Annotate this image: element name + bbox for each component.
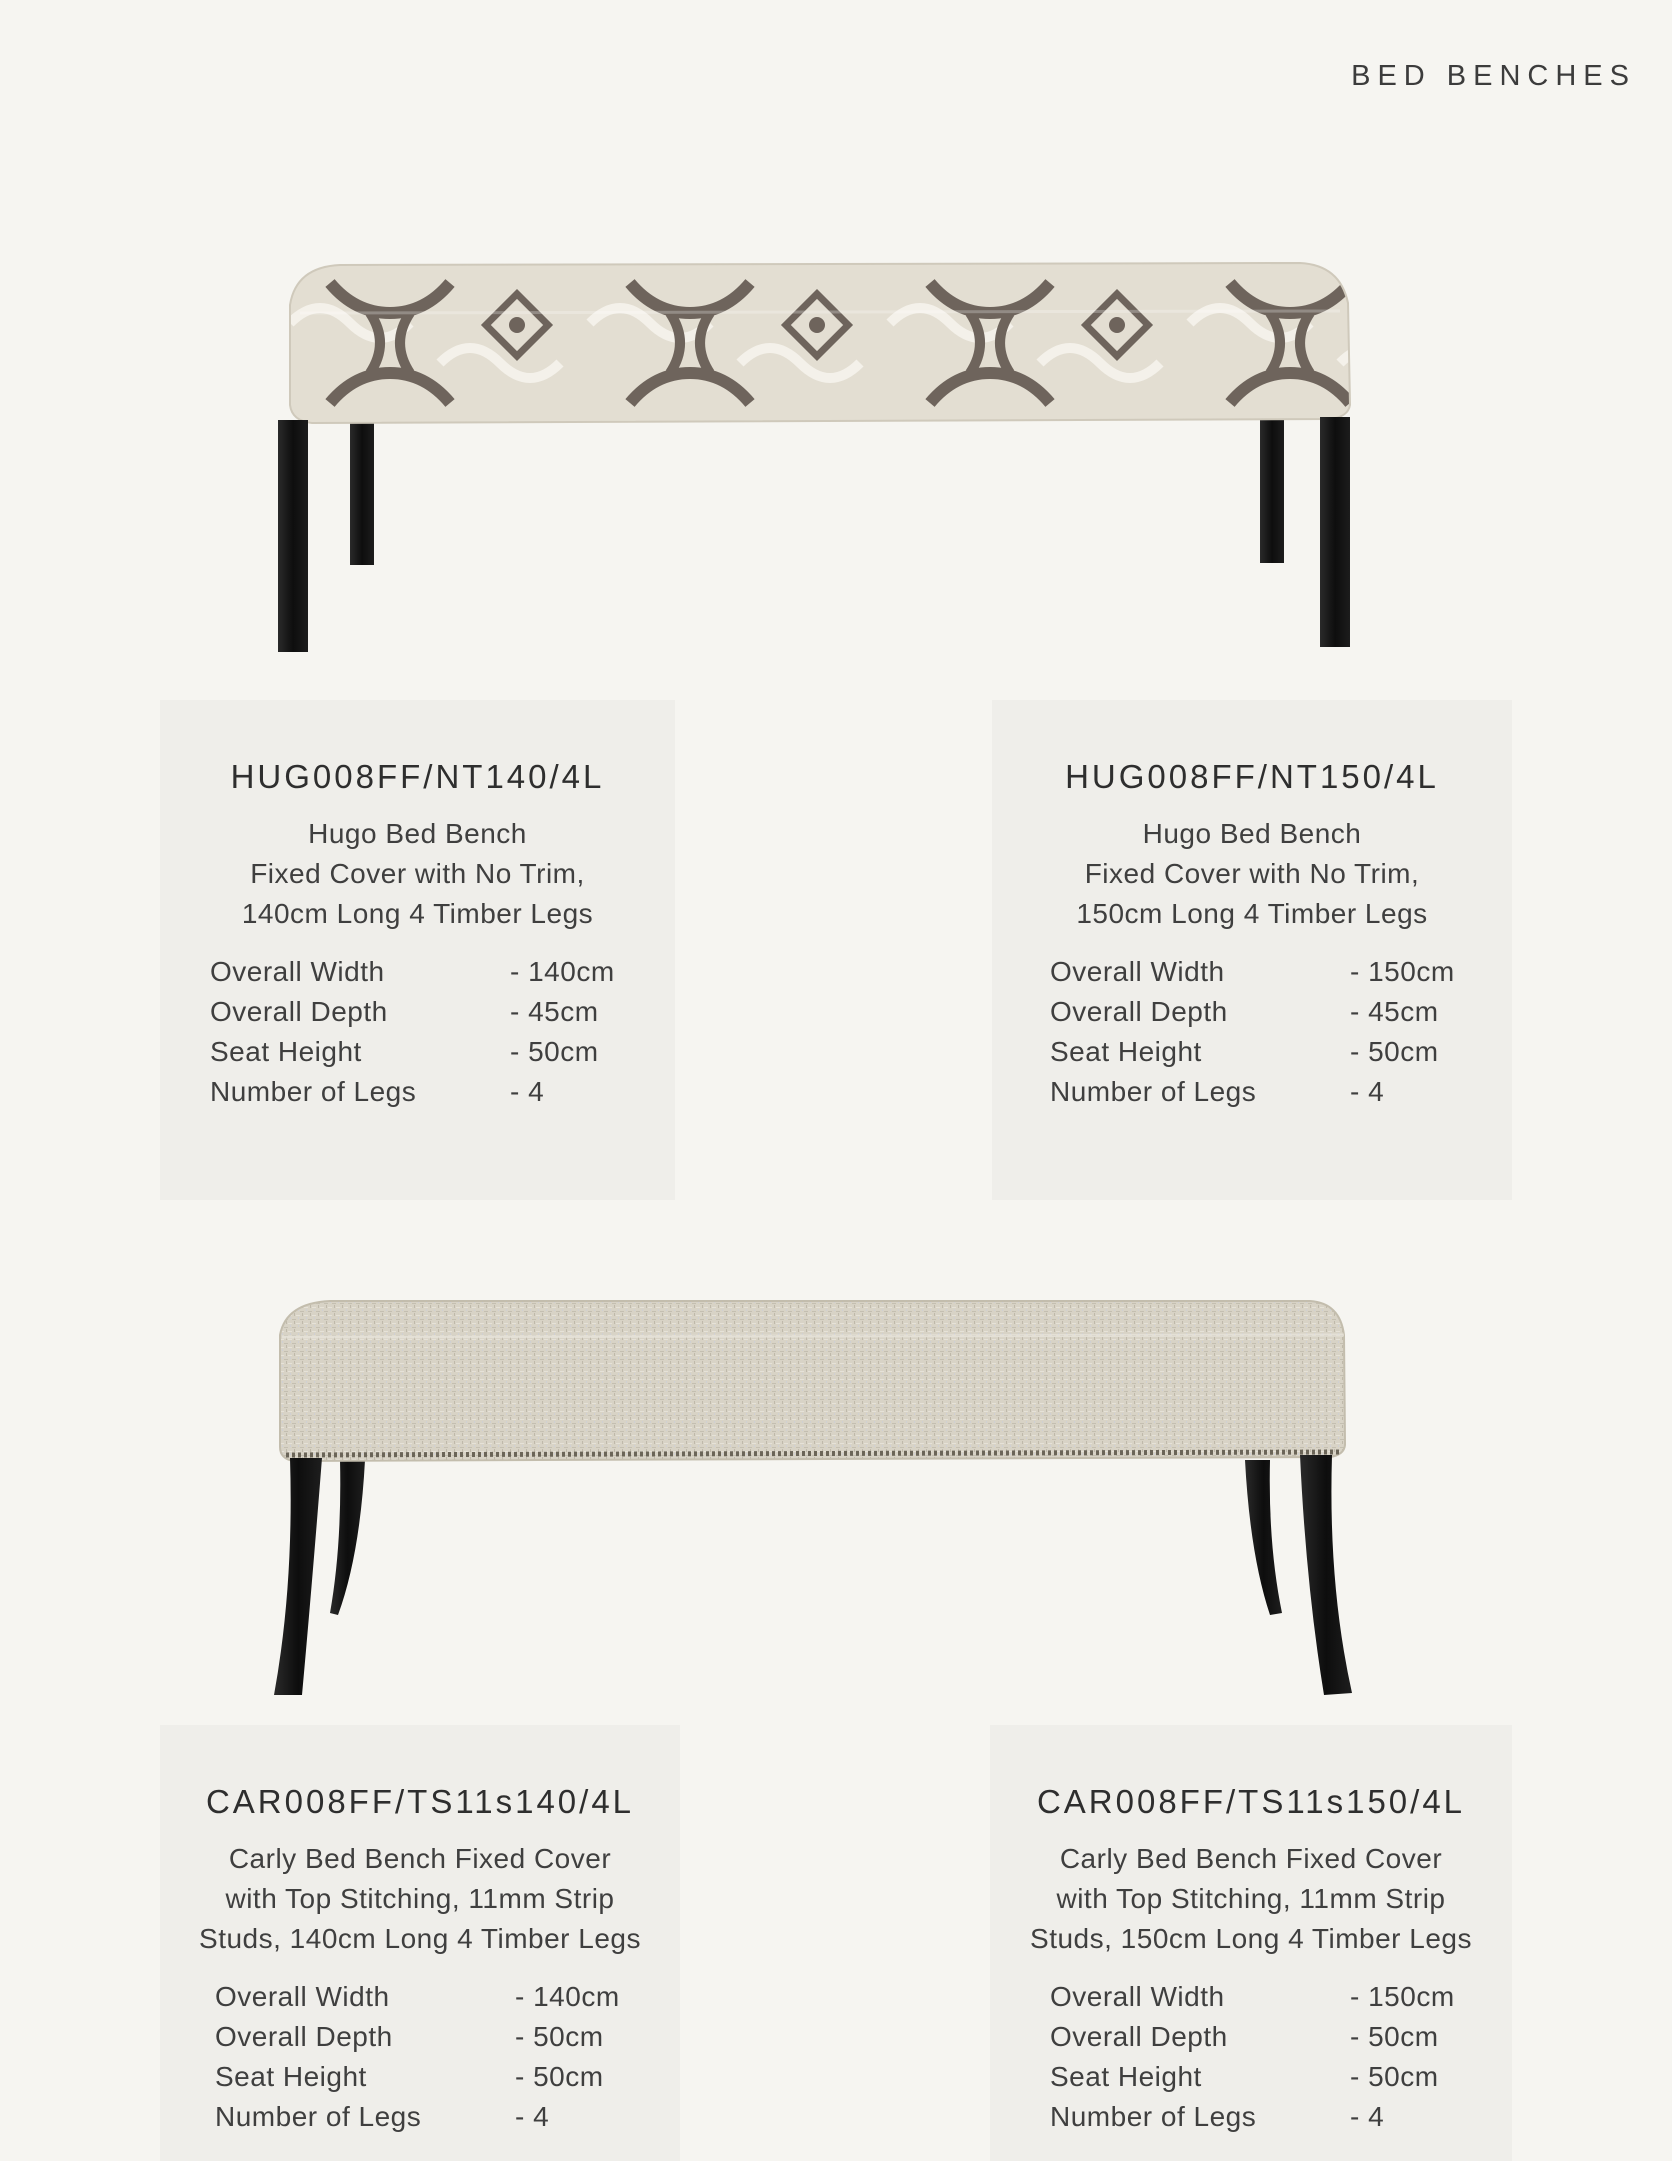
spec-list: [990, 1977, 1512, 2137]
spec-value: - 4: [1350, 1076, 1385, 1107]
spec-label: Overall Depth: [1050, 996, 1228, 1027]
spec-value: - 4: [510, 1076, 545, 1107]
spec-label: Overall Depth: [1050, 2021, 1228, 2052]
hugo-bench-image: [260, 255, 1380, 665]
spec-row: [210, 952, 675, 992]
spec-row: [210, 1072, 675, 1112]
spec-label: Seat Height: [1050, 2061, 1202, 2092]
spec-label: Overall Width: [210, 956, 385, 987]
description-line: Hugo Bed Bench: [308, 818, 527, 849]
spec-row: [215, 1977, 680, 2017]
spec-row: [1050, 2057, 1512, 2097]
spec-value: - 50cm: [510, 1036, 599, 1067]
spec-value: - 140cm: [515, 1981, 620, 2012]
product-description: [160, 814, 675, 934]
spec-row: [210, 1032, 675, 1072]
spec-list: [160, 952, 675, 1112]
spec-label: Overall Width: [1050, 956, 1225, 987]
spec-label: Seat Height: [1050, 1036, 1202, 1067]
spec-row: [215, 2017, 680, 2057]
description-line: with Top Stitching, 11mm Strip: [1056, 1883, 1446, 1914]
description-line: 140cm Long 4 Timber Legs: [241, 898, 594, 929]
spec-card-car150: [990, 1725, 1512, 2161]
spec-row: [1050, 992, 1512, 1032]
carly-bench-image: [260, 1295, 1380, 1705]
spec-value: - 4: [1350, 2101, 1385, 2132]
section-title: BED BENCHES: [1351, 60, 1636, 92]
product-code: CAR008FF/TS11s140/4L: [205, 1783, 635, 1820]
product-code: CAR008FF/TS11s150/4L: [1036, 1783, 1466, 1820]
description-line: Fixed Cover with No Trim,: [1084, 858, 1420, 889]
spec-label: Number of Legs: [1050, 2101, 1257, 2132]
spec-card-hug140: [160, 700, 675, 1200]
product-description: [160, 1839, 680, 1959]
spec-card-car140: [160, 1725, 680, 2161]
spec-value: - 50cm: [1350, 2061, 1439, 2092]
spec-row: [1050, 1032, 1512, 1072]
spec-label: Number of Legs: [210, 1076, 417, 1107]
spec-row: [215, 2097, 680, 2137]
description-line: Hugo Bed Bench: [1142, 818, 1362, 849]
spec-list: [160, 1977, 680, 2137]
spec-label: Overall Depth: [215, 2021, 393, 2052]
spec-row: [1050, 2017, 1512, 2057]
product-description: [992, 814, 1512, 934]
spec-value: - 50cm: [515, 2061, 604, 2092]
product-description: [990, 1839, 1512, 1959]
spec-label: Seat Height: [215, 2061, 367, 2092]
spec-value: - 150cm: [1350, 956, 1455, 987]
spec-value: - 4: [515, 2101, 550, 2132]
spec-label: Number of Legs: [1050, 1076, 1257, 1107]
spec-value: - 50cm: [1350, 2021, 1439, 2052]
spec-value: - 50cm: [515, 2021, 604, 2052]
spec-label: Number of Legs: [215, 2101, 422, 2132]
spec-row: [1050, 952, 1512, 992]
spec-value: - 50cm: [1350, 1036, 1439, 1067]
spec-row: [215, 2057, 680, 2097]
spec-value: - 45cm: [510, 996, 599, 1027]
spec-row: [210, 992, 675, 1032]
description-line: 150cm Long 4 Timber Legs: [1076, 898, 1428, 929]
spec-value: - 150cm: [1350, 1981, 1455, 2012]
description-line: Carly Bed Bench Fixed Cover: [1059, 1843, 1443, 1874]
spec-label: Overall Width: [1050, 1981, 1225, 2012]
description-line: with Top Stitching, 11mm Strip: [225, 1883, 615, 1914]
spec-list: [992, 952, 1512, 1112]
spec-row: [1050, 1977, 1512, 2017]
description-line: Carly Bed Bench Fixed Cover: [228, 1843, 612, 1874]
spec-value: - 140cm: [510, 956, 615, 987]
product-code: HUG008FF/NT140/4L: [230, 758, 605, 795]
description-line: Studs, 140cm Long 4 Timber Legs: [199, 1923, 641, 1954]
spec-label: Seat Height: [210, 1036, 362, 1067]
spec-value: - 45cm: [1350, 996, 1439, 1027]
spec-card-hug150: [992, 700, 1512, 1200]
product-code: HUG008FF/NT150/4L: [1065, 758, 1439, 795]
spec-row: [1050, 1072, 1512, 1112]
spec-label: Overall Width: [215, 1981, 390, 2012]
spec-row: [1050, 2097, 1512, 2137]
spec-label: Overall Depth: [210, 996, 388, 1027]
description-line: Fixed Cover with No Trim,: [250, 858, 585, 889]
description-line: Studs, 150cm Long 4 Timber Legs: [1030, 1923, 1472, 1954]
